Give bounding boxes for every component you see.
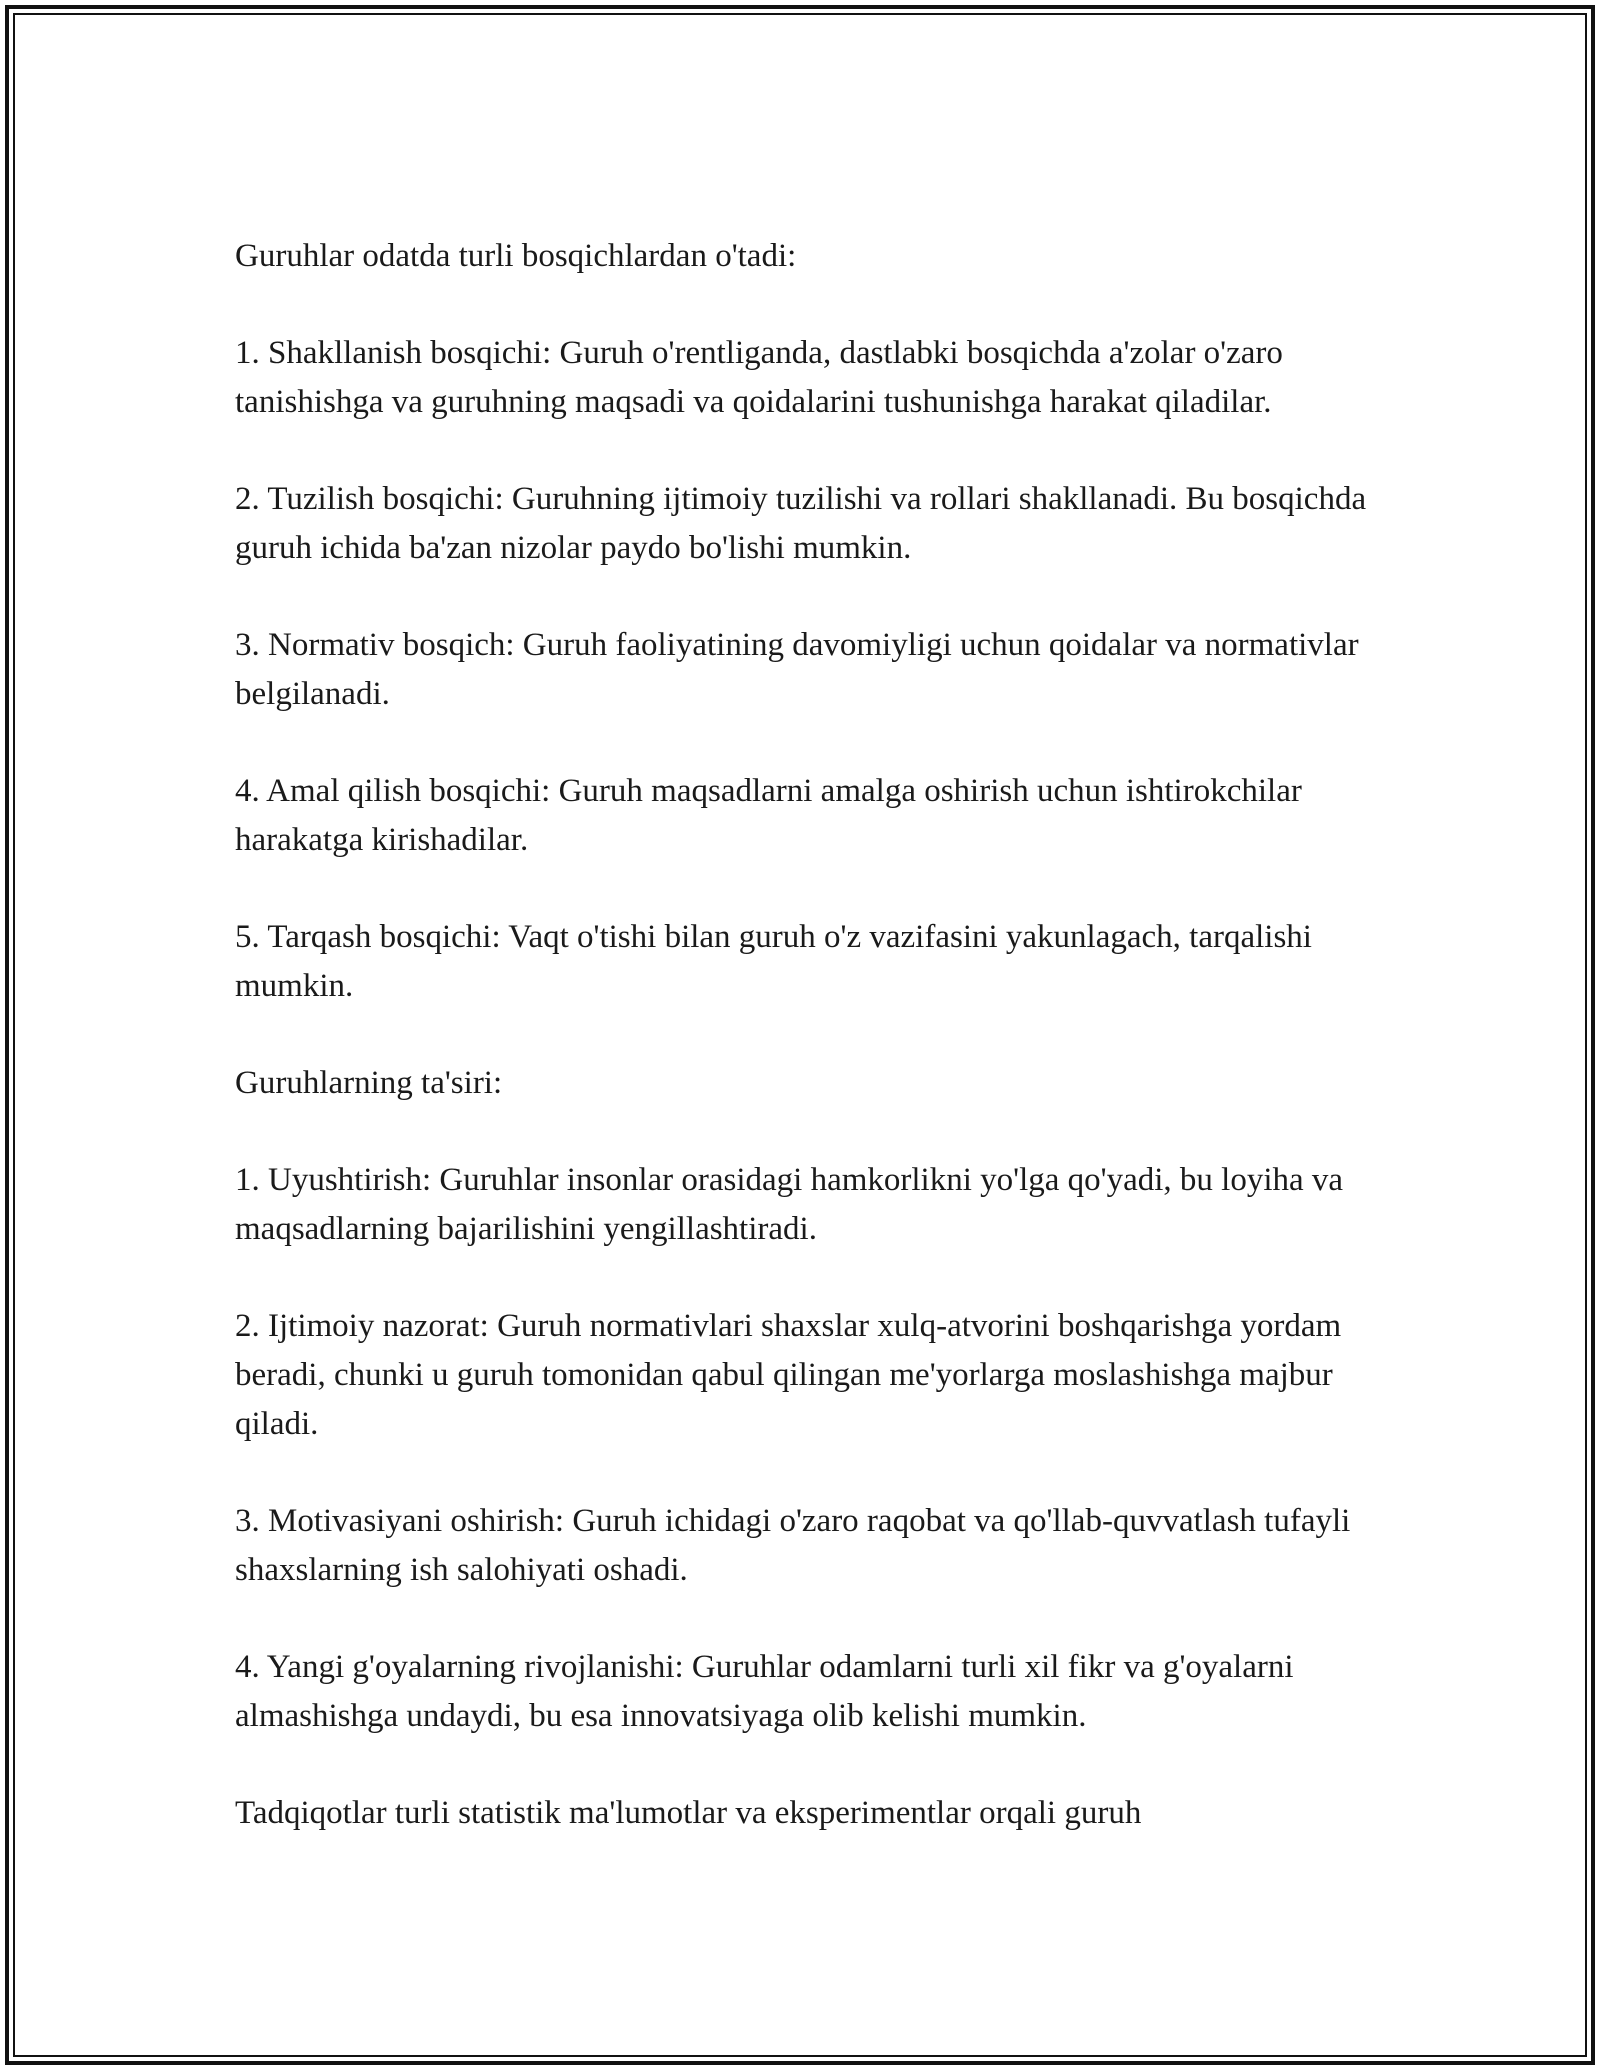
influence-2-paragraph: 2. Ijtimoiy nazorat: Guruh normativlari shaxslar xulq-atvorini boshqarishga yordam beradi, chunki u guruh tomonidan qabul qilingan me'yorlarga moslashishga majbur qiladi. — [235, 1308, 1342, 1442]
stage-4-paragraph: 4. Amal qilish bosqichi: Guruh maqsadlarni amalga oshirish uchun ishtirokchilar harakatga kirishadilar. — [235, 773, 1302, 858]
influence-1-paragraph: 1. Uyushtirish: Guruhlar insonlar orasidagi hamkorlikni yo'lga qo'yadi, bu loyiha va maqsadlarning bajarilishini yengillashtiradi. — [235, 1162, 1344, 1247]
stage-5-paragraph: 5. Tarqash bosqichi: Vaqt o'tishi bilan guruh o'z vazifasini yakunlagach, tarqalishi mumkin. — [235, 919, 1312, 1004]
document-body — [235, 232, 1385, 1886]
influence-heading: Guruhlarning ta'siri: — [235, 1065, 503, 1101]
stage-1-paragraph: 1. Shakllanish bosqichi: Guruh o'rentliganda, dastlabki bosqichda a'zolar o'zaro tanishishga va guruhning maqsadi va qoidalarini tushunishga harakat qiladilar. — [235, 335, 1283, 420]
influence-3-paragraph: 3. Motivasiyani oshirish: Guruh ichidagi o'zaro raqobat va qo'llab-quvvatlash tufayli shaxslarning ish salohiyati oshadi. — [235, 1503, 1351, 1588]
stage-3-paragraph: 3. Normativ bosqich: Guruh faoliyatining davomiyligi uchun qoidalar va normativlar belgilanadi. — [235, 627, 1359, 712]
closing-paragraph: Tadqiqotlar turli statistik ma'lumotlar va eksperimentlar orqali guruh — [235, 1795, 1142, 1831]
stage-2-paragraph: 2. Tuzilish bosqichi: Guruhning ijtimoiy tuzilishi va rollari shakllanadi. Bu bosqichda guruh ichida ba'zan nizolar paydo bo'lishi mumkin. — [235, 481, 1367, 566]
intro-paragraph: Guruhlar odatda turli bosqichlardan o'tadi: — [235, 238, 797, 274]
influence-4-paragraph: 4. Yangi g'oyalarning rivojlanishi: Guruhlar odamlarni turli xil fikr va g'oyalarni almashishga undaydi, bu esa innovatsiyaga olib kelishi mumkin. — [235, 1649, 1294, 1734]
